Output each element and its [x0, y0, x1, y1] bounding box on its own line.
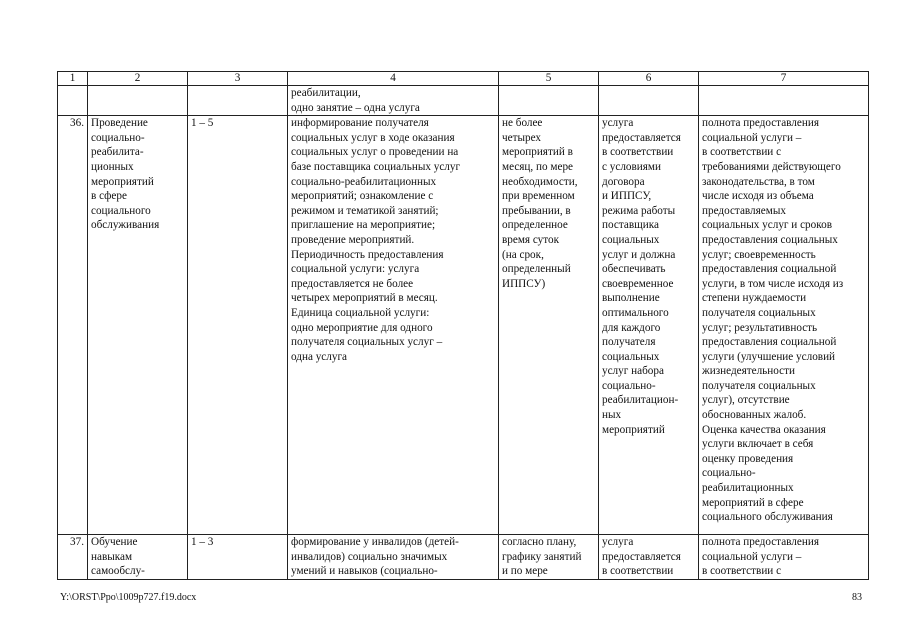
footer-page-number: 83	[852, 592, 862, 603]
table-row-36	[58, 116, 869, 535]
column-number: 4	[288, 72, 499, 86]
column-number: 1	[58, 72, 88, 86]
provision-terms-cell: согласно плану, графику занятий и по мере	[499, 535, 599, 580]
service-name-cell: Обучение навыкам самообслу-	[88, 535, 188, 580]
quality-indicators-cell: полнота предоставления социальной услуги – в соответствии с	[699, 535, 869, 580]
provision-terms-cell: не более четырех мероприятий в месяц, по мере необходимости, при временном пребывании, в определенное время суток (на срок, определенный ИППСУ)	[499, 116, 599, 535]
row-number-cell	[58, 86, 88, 116]
row-number-cell: 37.	[58, 535, 88, 580]
column-number: 3	[188, 72, 288, 86]
group-code-cell	[188, 86, 288, 116]
column-number: 2	[88, 72, 188, 86]
table-row-37	[58, 535, 869, 580]
provision-terms-cell	[499, 86, 599, 116]
group-code-cell: 1 – 3	[188, 535, 288, 580]
column-number: 5	[499, 72, 599, 86]
quality-indicators-cell: полнота предоставления социальной услуги – в соответствии с требованиями действующего законодательства, в том числе исходя из объема предоставляемых социальных услуг и сроков предоставления социальных услуг; своевременность предоставления социальной услуги, в том числе исходя из степени нуждаемости получателя социальных услуг; результативность предоставления социальной услуги (улучшение условий жизнедеятельности получателя социальных услуг), отсутствие обоснованных жалоб. Оценка качества оказания услуги включает в себя оценку проведения социально- реабилитационных мероприятий в сфере социального обслуживания	[699, 116, 869, 535]
column-number: 7	[699, 72, 869, 86]
footer-file-path: Y:\ORST\Ppo\1009p727.f19.docx	[60, 592, 197, 603]
provision-conditions-cell	[599, 86, 699, 116]
service-description-cell: формирование у инвалидов (детей- инвалидов) социально значимых умений и навыков (социально-	[288, 535, 499, 580]
service-description-cell: реабилитации, одно занятие – одна услуга	[288, 86, 499, 116]
provision-conditions-cell: услуга предоставляется в соответствии	[599, 535, 699, 580]
service-name-cell: Проведение социально- реабилита- ционных мероприятий в сфере социального обслуживания	[88, 116, 188, 535]
services-table	[57, 71, 869, 580]
service-name-cell	[88, 86, 188, 116]
table-bottom-edge	[57, 579, 869, 580]
quality-indicators-cell	[699, 86, 869, 116]
column-number: 6	[599, 72, 699, 86]
group-code-cell: 1 – 5	[188, 116, 288, 535]
provision-conditions-cell: услуга предоставляется в соответствии с условиями договора и ИППСУ, режима работы поставщика социальных услуг и должна обеспечивать своевременное выполнение оптимального для каждого получателя социальных услуг набора социально- реабилитацион- ных мероприятий	[599, 116, 699, 535]
row-number-cell: 36.	[58, 116, 88, 535]
table-row-continuation	[58, 86, 869, 116]
column-number-header-row	[58, 72, 869, 86]
service-description-cell: информирование получателя социальных услуг в ходе оказания социальных услуг о проведении на базе поставщика социальных услуг социально-реабилитационных мероприятий; ознакомление с режимом и тематикой занятий; приглашение на мероприятие; проведение мероприятий. Периодичность предоставления социальной услуги: услуга предоставляется не более четырех мероприятий в месяц. Единица социальной услуги: одно мероприятие для одного получателя социальных услуг – одна услуга	[288, 116, 499, 535]
